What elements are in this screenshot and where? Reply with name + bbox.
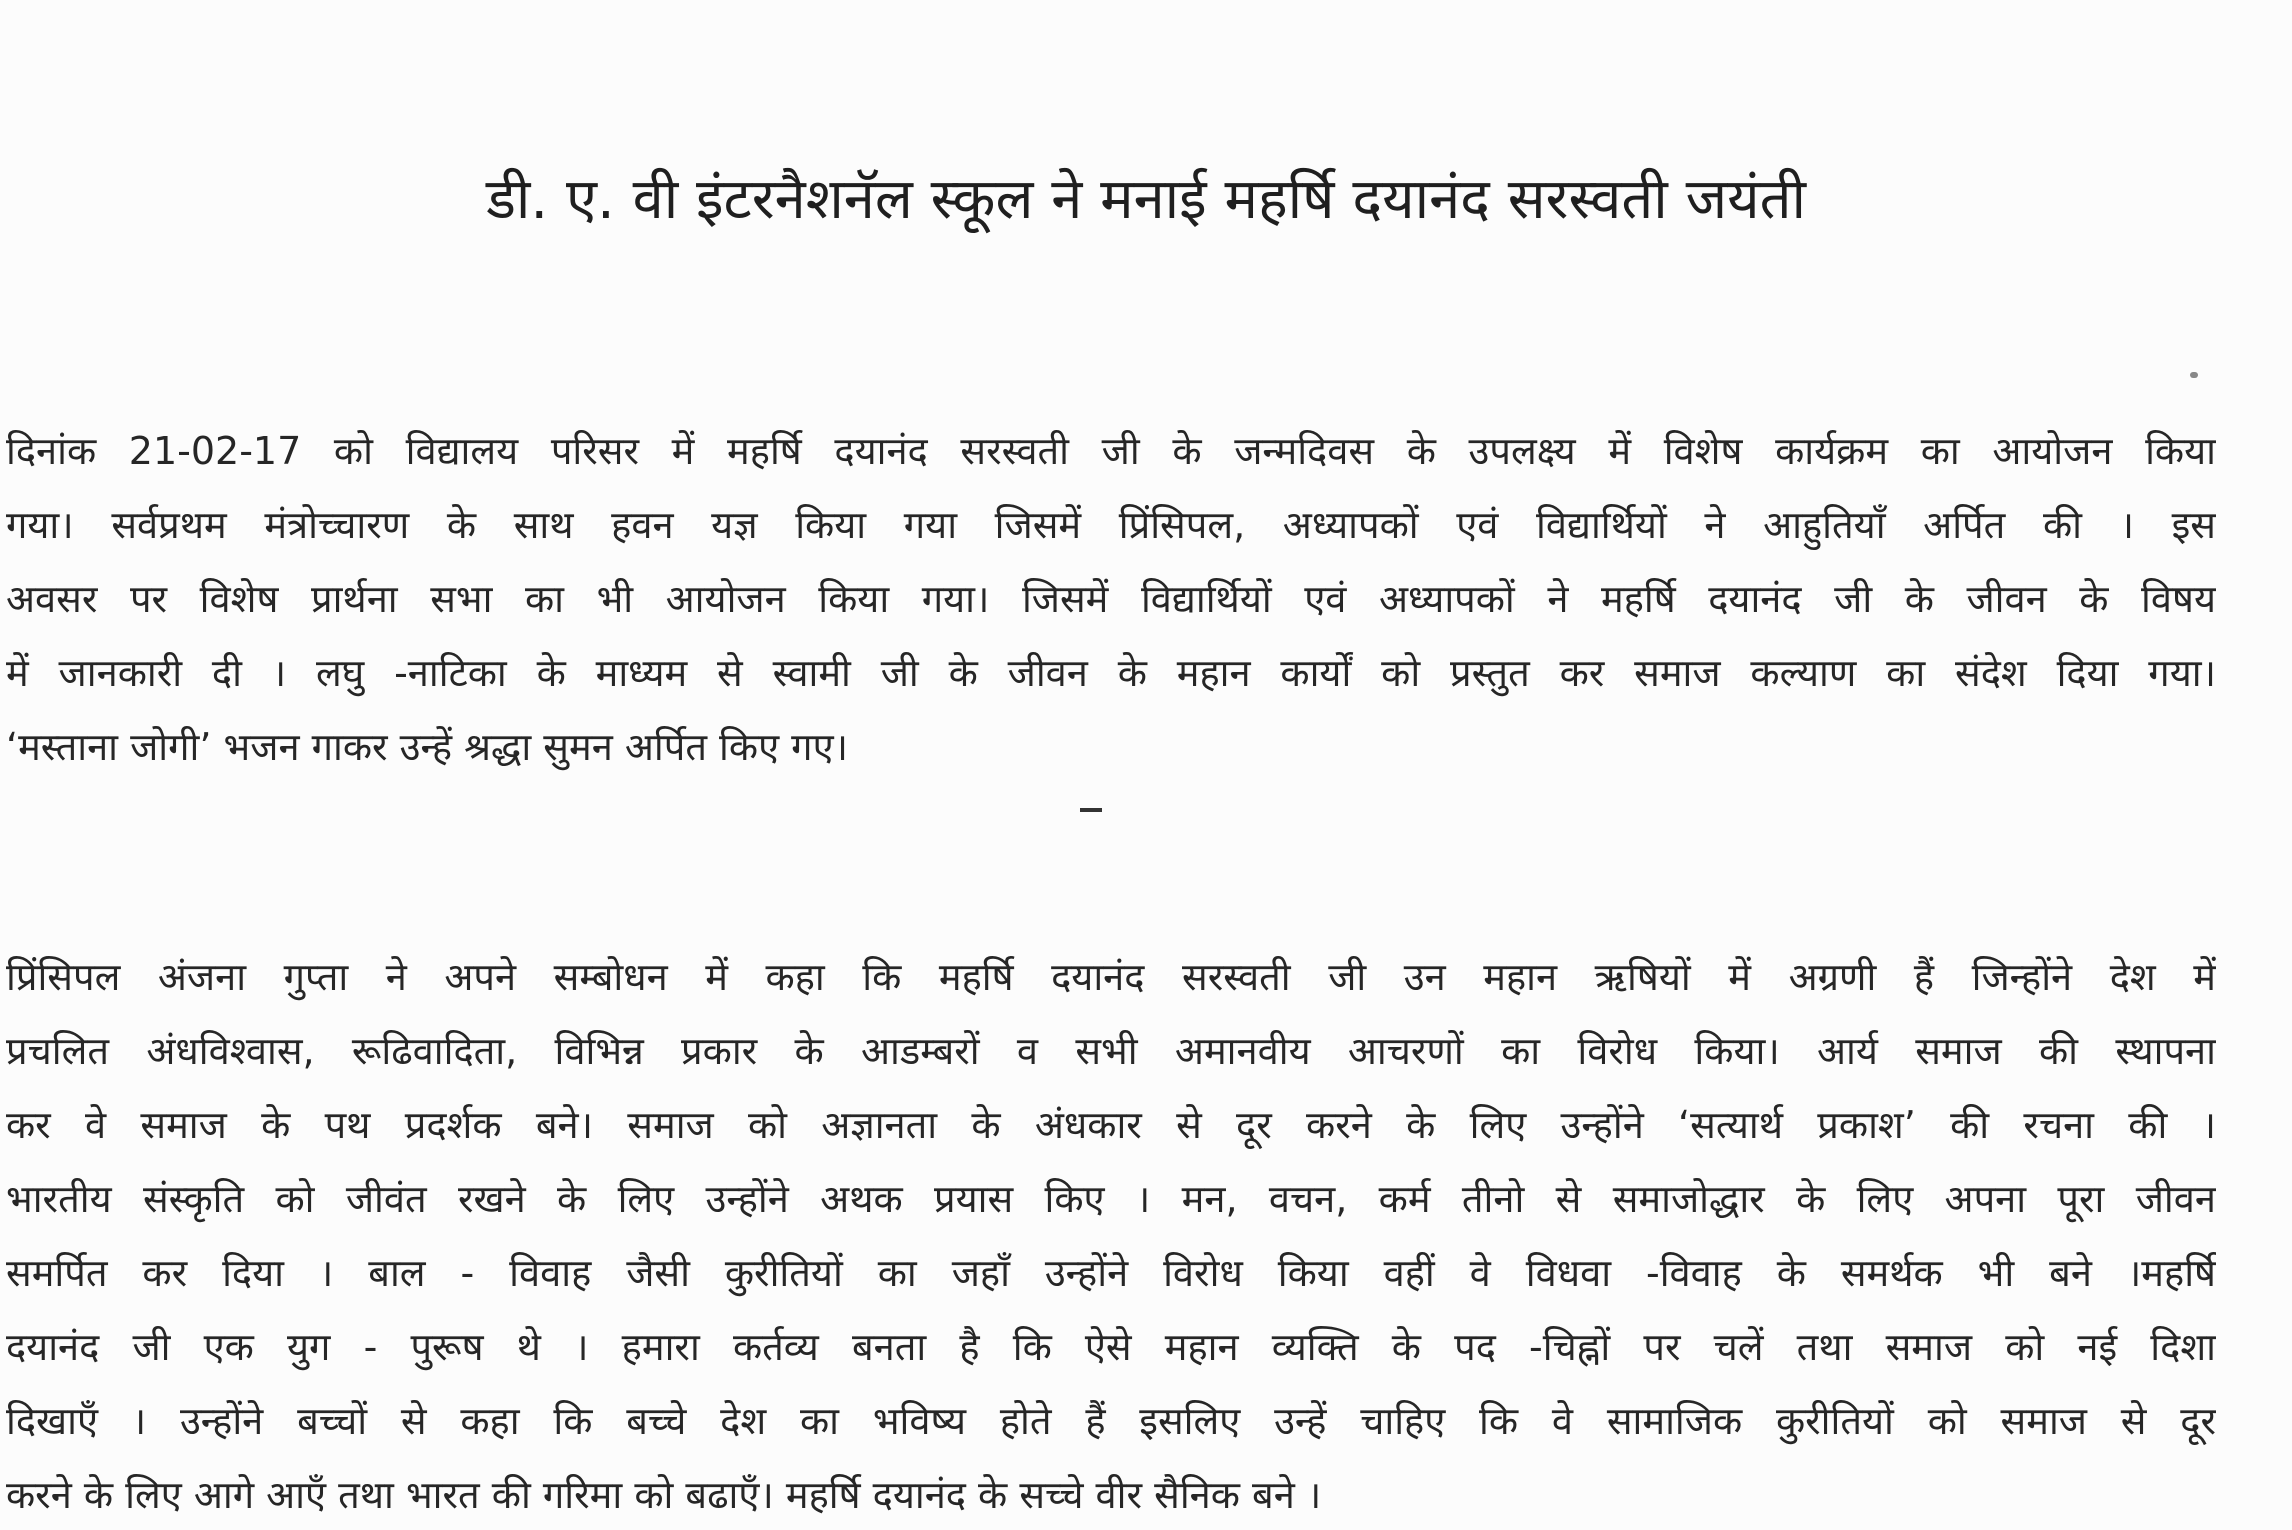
paragraph-1: [6, 414, 2216, 784]
text-line: अवसर पर विशेष प्रार्थना सभा का भी आयोजन किया गया। जिसमें विद्यार्थियों एवं अध्यापकों ने महर्षि दयानंद जी के जीवन के विषय: [6, 577, 2216, 621]
scan-mark: [2190, 372, 2198, 378]
text-line: दिखाएँ । उन्होंने बच्चों से कहा कि बच्चे देश का भविष्य होते हैं इसलिए उन्हें चाहिए कि वे सामाजिक कुरीतियों को समाज से दूर: [6, 1399, 2216, 1443]
text-line: समर्पित कर दिया । बाल - विवाह जैसी कुरीतियों का जहाँ उन्होंने विरोध किया वहीं वे विधवा -विवाह के समर्थक भी बने ।महर्षि: [6, 1251, 2216, 1295]
text-line: कर वे समाज के पथ प्रदर्शक बने। समाज को अज्ञानता के अंधकार से दूर करने के लिए उन्होंने ‘सत्यार्थ प्रकाश’ की रचना की ।: [6, 1103, 2216, 1147]
text-line: गया। सर्वप्रथम मंत्रोच्चारण के साथ हवन यज्ञ किया गया जिसमें प्रिंसिपल, अध्यापकों एवं विद्यार्थियों ने आहुतियाँ अर्पित की । इस: [6, 503, 2216, 547]
paragraph-2: [6, 940, 2216, 1530]
text-line: दयानंद जी एक युग - पुरूष थे । हमारा कर्तव्य बनता है कि ऐसे महान व्यक्ति के पद -चिह्नों पर चलें तथा समाज को नई दिशा: [6, 1325, 2216, 1369]
text-line: दिनांक 21-02-17 को विद्यालय परिसर में महर्षि दयानंद सरस्वती जी के जन्मदिवस के उपलक्ष्य में विशेष कार्यक्रम का आयोजन किया: [6, 429, 2216, 473]
scan-mark: [1080, 808, 1102, 812]
text-line: में जानकारी दी । लघु -नाटिका के माध्यम से स्वामी जी के जीवन के महान कार्यों को प्रस्तुत कर समाज कल्याण का संदेश दिया गया।: [6, 651, 2216, 695]
text-line: प्रचलित अंधविश्वास, रूढिवादिता, विभिन्न प्रकार के आडम्बरों व सभी अमानवीय आचरणों का विरोध किया। आर्य समाज की स्थापना: [6, 1029, 2216, 1073]
text-line: ‘मस्ताना जोगी’ भजन गाकर उन्हें श्रद्धा सुमन अर्पित किए गए।: [6, 725, 848, 769]
text-line: करने के लिए आगे आएँ तथा भारत की गरिमा को बढाएँ। महर्षि दयानंद के सच्चे वीर सैनिक बने ।: [6, 1473, 1322, 1517]
text-line: भारतीय संस्कृति को जीवंत रखने के लिए उन्होंने अथक प्रयास किए । मन, वचन, कर्म तीनो से समाजोद्धार के लिए अपना पूरा जीवन: [6, 1177, 2216, 1221]
text-line: प्रिंसिपल अंजना गुप्ता ने अपने सम्बोधन में कहा कि महर्षि दयानंद सरस्वती जी उन महान ऋषियों में अग्रणी हैं जिन्होंने देश में: [6, 955, 2216, 999]
document-title: डी. ए. वी इंटरनैशनॅल स्कूल ने मनाई महर्षि दयानंद सरस्वती जयंती: [485, 167, 1807, 232]
